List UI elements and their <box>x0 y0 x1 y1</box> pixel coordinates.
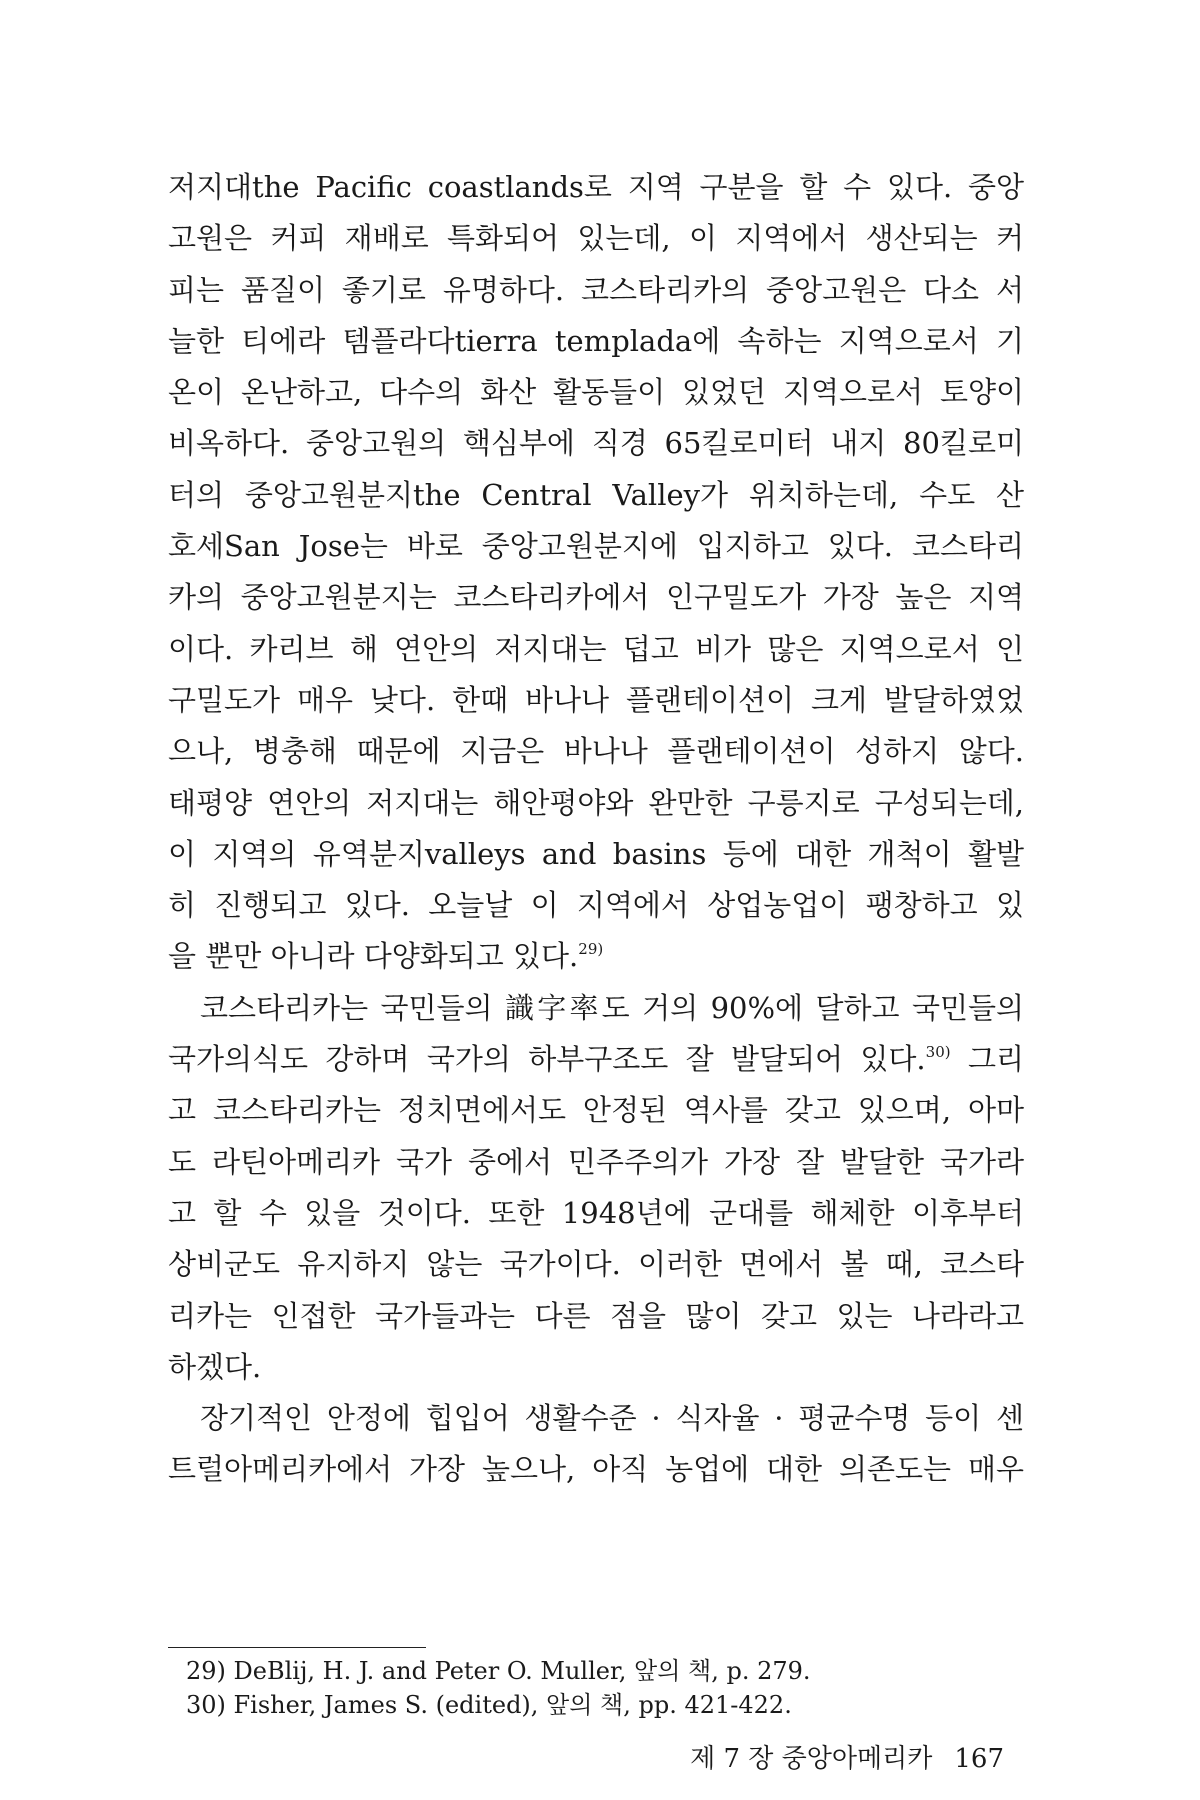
body-line: 구밀도가 매우 낮다. 한때 바나나 플랜테이션이 크게 발달하였었 <box>168 682 1024 717</box>
body-line: 피는 품질이 좋기로 유명하다. 코스타리카의 중앙고원은 다소 서 <box>168 272 1024 307</box>
body-line: 온이 온난하고, 다수의 화산 활동들이 있었던 지역으로서 토양이 <box>168 375 1024 410</box>
footnote-divider <box>168 1647 426 1648</box>
body-line <box>168 1034 1024 1085</box>
footnote-30: 30) Fisher, James S. (edited), 앞의 책, pp. 421-422. <box>186 1691 792 1719</box>
footnote-29: 29) DeBlij, H. J. and Peter O. Muller, 앞의 책, p. 279. <box>186 1657 811 1685</box>
body-line: 저지대the Pacific coastlands로 지역 구분을 할 수 있다. 중앙 <box>168 170 1024 204</box>
footnote-mark-30: 30) <box>925 1043 951 1062</box>
body-text <box>168 162 1024 1496</box>
paragraph-start-line: 장기적인 안정에 힙입어 생활수준 · 식자율 · 평균수명 등이 센 <box>200 1401 1024 1436</box>
body-line: 트럴아메리카에서 가장 높으나, 아직 농업에 대한 의존도는 매우 <box>168 1452 1024 1487</box>
body-line: 이 지역의 유역분지valleys and basins 등에 대한 개척이 활발 <box>168 836 1024 871</box>
body-line: 터의 중앙고원분지the Central Valley가 위치하는데, 수도 산 <box>168 477 1024 512</box>
body-line: 도 라틴아메리카 국가 중에서 민주주의가 가장 잘 발달한 국가라 <box>168 1144 1024 1179</box>
body-line-text: 을 뿐만 아니라 다양화되고 있다. <box>168 939 579 974</box>
body-line: 으나, 병충해 때문에 지금은 바나나 플랜테이션이 성하지 않다. <box>168 734 1024 769</box>
body-line: 히 진행되고 있다. 오늘날 이 지역에서 상업농업이 팽창하고 있 <box>168 888 1024 923</box>
body-line: 카의 중앙고원분지는 코스타리카에서 인구밀도가 가장 높은 지역 <box>168 580 1024 615</box>
body-line: 하겠다. <box>168 1349 262 1384</box>
body-line: 호세San Jose는 바로 중앙고원분지에 입지하고 있다. 코스타리 <box>168 529 1024 564</box>
body-line: 고원은 커피 재배로 특화되어 있는데, 이 지역에서 생산되는 커 <box>168 221 1024 256</box>
body-line: 고 코스타리카는 정치면에서도 안정된 역사를 갖고 있으며, 아마 <box>168 1093 1024 1128</box>
body-line: 비옥하다. 중앙고원의 핵심부에 직경 65킬로미터 내지 80킬로미 <box>168 426 1024 461</box>
body-line <box>168 931 1024 982</box>
body-line: 늘한 티에라 템플라다tierra templada에 속하는 지역으로서 기 <box>168 323 1024 358</box>
chapter-title: 제 7 장 중앙아메리카 <box>690 1744 933 1774</box>
body-line: 리카는 인접한 국가들과는 다른 점을 많이 갖고 있는 나라라고 <box>168 1298 1024 1333</box>
body-line-text: 그리 <box>967 1042 1024 1077</box>
page-number: 167 <box>954 1744 1004 1774</box>
footnotes <box>186 1654 1024 1722</box>
footnote-mark-29: 29) <box>578 940 604 959</box>
page-footer <box>690 1738 1004 1775</box>
body-line-text: 국가의식도 강하며 국가의 하부구조도 잘 발달되어 있다. <box>168 1042 926 1077</box>
body-line: 고 할 수 있을 것이다. 또한 1948년에 군대를 해체한 이후부터 <box>168 1195 1024 1230</box>
paragraph-start-line: 코스타리카는 국민들의 識字率도 거의 90%에 달하고 국민들의 <box>200 990 1024 1025</box>
body-line: 상비군도 유지하지 않는 국가이다. 이러한 면에서 볼 때, 코스타 <box>168 1247 1024 1282</box>
body-line: 태평양 연안의 저지대는 해안평야와 완만한 구릉지로 구성되는데, <box>168 785 1024 820</box>
body-line: 이다. 카리브 해 연안의 저지대는 덥고 비가 많은 지역으로서 인 <box>168 631 1024 666</box>
